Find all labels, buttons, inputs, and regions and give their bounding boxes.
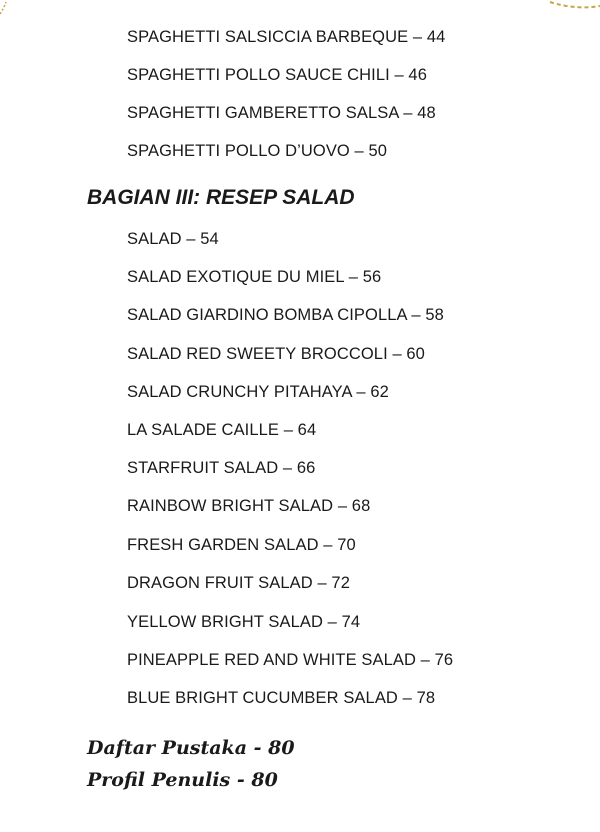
toc-entry: YELLOW BRIGHT SALAD – 74 xyxy=(127,613,361,631)
toc-entry: SPAGHETTI POLLO SAUCE CHILI – 46 xyxy=(127,66,427,84)
toc-entry: PINEAPPLE RED AND WHITE SALAD – 76 xyxy=(127,651,454,669)
toc-entry: SALAD EXOTIQUE DU MIEL – 56 xyxy=(127,268,382,286)
toc-entry: SALAD CRUNCHY PITAHAYA – 62 xyxy=(127,383,389,401)
toc-entry: DRAGON FRUIT SALAD – 72 xyxy=(127,574,350,592)
toc-entry: SALAD – 54 xyxy=(127,230,219,248)
toc-entry: SPAGHETTI GAMBERETTO SALSA – 48 xyxy=(127,104,436,122)
toc-entry: FRESH GARDEN SALAD – 70 xyxy=(127,536,356,554)
toc-entry: SPAGHETTI POLLO D’UOVO – 50 xyxy=(127,142,388,160)
toc-entry: RAINBOW BRIGHT SALAD – 68 xyxy=(127,497,371,515)
corner-ornament-right xyxy=(540,0,600,20)
toc-entry: SALAD RED SWEETY BROCCOLI – 60 xyxy=(127,345,425,363)
toc-entry: LA SALADE CAILLE – 64 xyxy=(127,421,317,439)
bibliography-entry: Daftar Pustaka - 80 xyxy=(87,737,295,759)
toc-entry: BLUE BRIGHT CUCUMBER SALAD – 78 xyxy=(127,689,436,707)
author-profile-entry: Profil Penulis - 80 xyxy=(87,769,278,791)
section-heading: BAGIAN III: RESEP SALAD xyxy=(87,186,355,209)
toc-entry: STARFRUIT SALAD – 66 xyxy=(127,459,316,477)
corner-ornament-left xyxy=(0,0,60,20)
toc-entry: SALAD GIARDINO BOMBA CIPOLLA – 58 xyxy=(127,306,444,324)
toc-entry: SPAGHETTI SALSICCIA BARBEQUE – 44 xyxy=(127,28,446,46)
